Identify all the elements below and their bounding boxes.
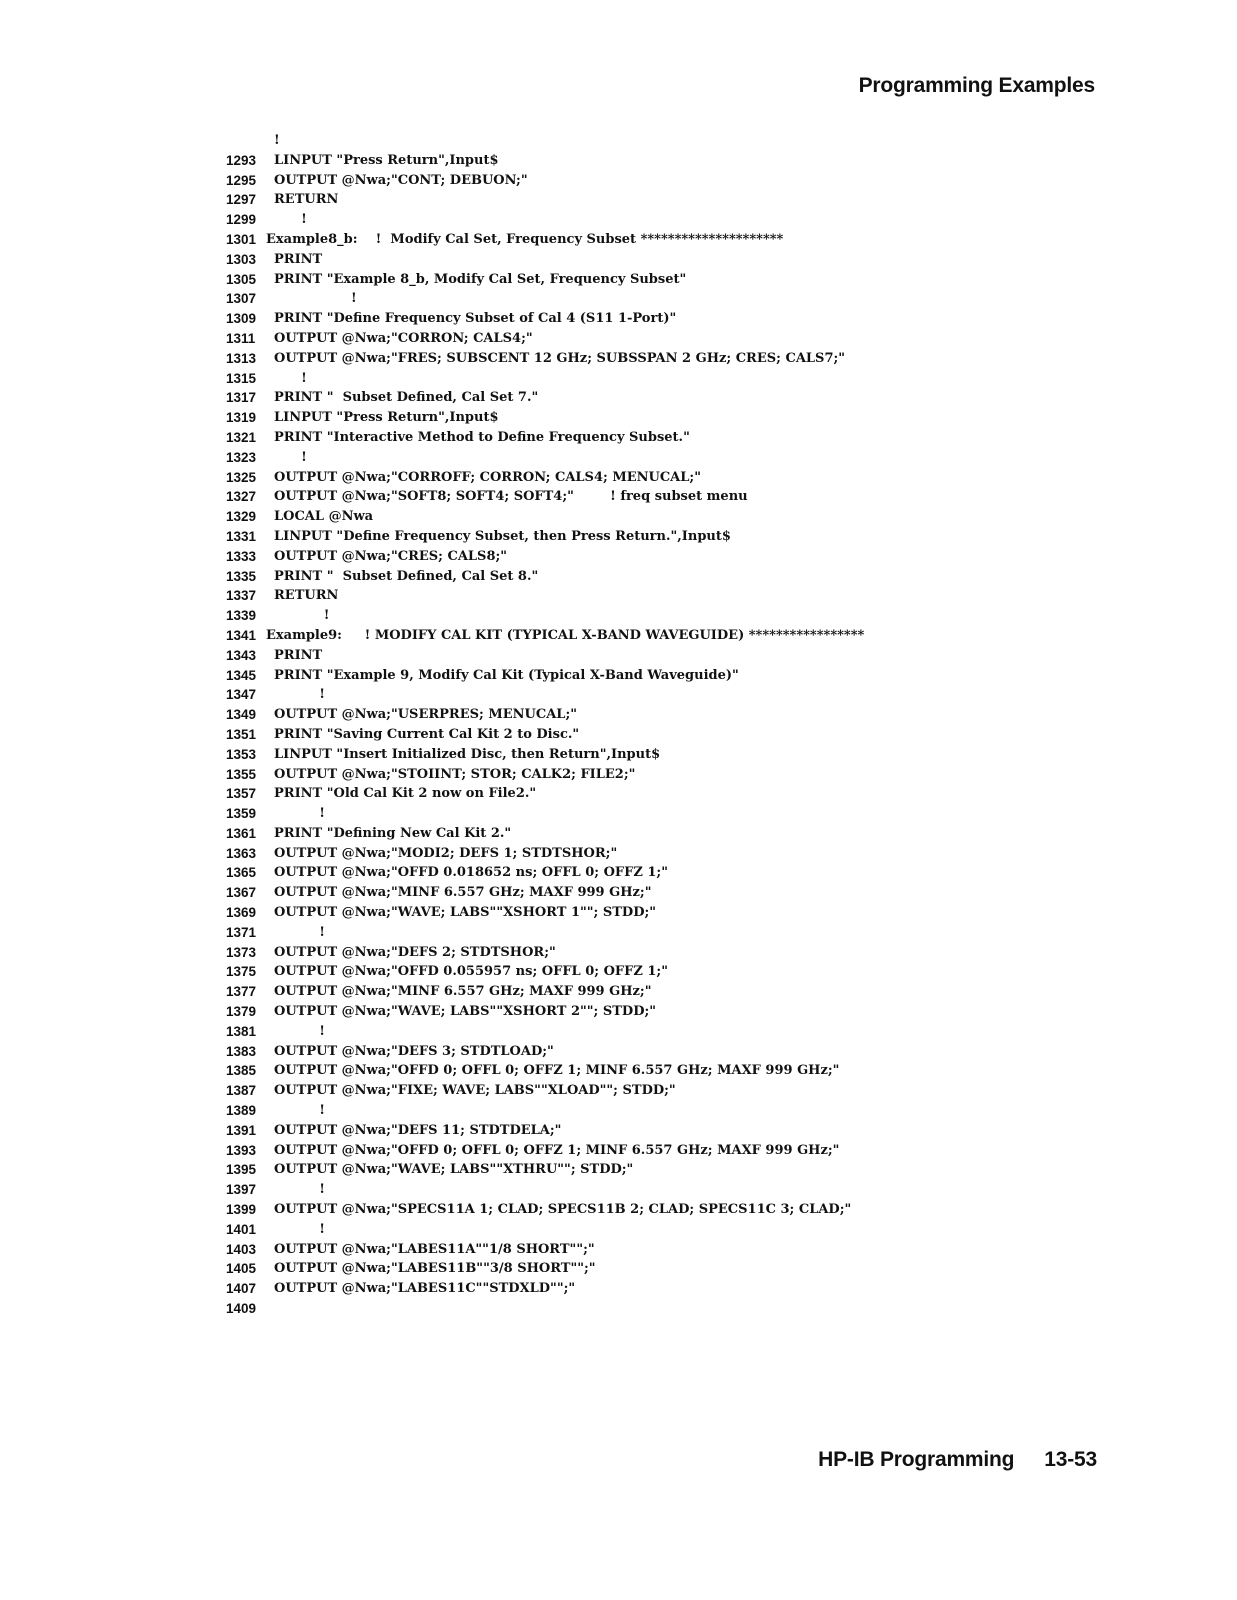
listing-line	[226, 507, 1106, 527]
listing-line	[226, 646, 1106, 666]
line-number: 1409	[226, 1301, 257, 1317]
listing-line	[226, 567, 1106, 587]
code-text: OUTPUT @Nwa;"MINF 6.557 GHz; MAXF 999 GHz;"	[274, 885, 652, 901]
listing-line	[226, 1141, 1106, 1161]
code-text: OUTPUT @Nwa;"DEFS 11; STDTDELA;"	[274, 1122, 562, 1138]
line-number: 1321	[226, 429, 257, 445]
listing-line	[226, 369, 1106, 389]
line-number: 1311	[226, 330, 256, 346]
code-text: !	[274, 608, 330, 624]
code-text: Example9: ! MODIFY CAL KIT (TYPICAL X-BAND WAVEGUIDE) *****************	[266, 627, 865, 643]
code-text: !	[274, 1182, 325, 1198]
code-text: !	[274, 212, 307, 228]
listing-line	[226, 1002, 1106, 1022]
code-text: OUTPUT @Nwa;"LABES11B""3/8 SHORT"";"	[274, 1261, 596, 1277]
listing-line	[226, 428, 1106, 448]
listing-line	[226, 765, 1106, 785]
code-text: !	[274, 1103, 325, 1119]
line-number: 1299	[226, 212, 257, 228]
listing-line	[226, 230, 1106, 250]
code-text: OUTPUT @Nwa;"LABES11A""1/8 SHORT"";"	[274, 1241, 595, 1257]
code-text: LINPUT "Press Return",Input$	[274, 152, 499, 168]
line-number: 1357	[226, 786, 257, 802]
line-number: 1351	[226, 726, 257, 742]
code-text: !	[274, 370, 307, 386]
page-header	[859, 74, 1095, 98]
line-number: 1317	[226, 390, 257, 406]
listing-line	[226, 408, 1106, 428]
code-text: OUTPUT @Nwa;"DEFS 2; STDTSHOR;"	[274, 944, 556, 960]
line-number: 1349	[226, 707, 257, 723]
line-number: 1339	[226, 608, 257, 624]
code-text: !	[274, 449, 307, 465]
line-number: 1381	[226, 1023, 257, 1039]
line-number: 1297	[226, 192, 257, 208]
listing-line	[226, 1180, 1106, 1200]
page-footer	[818, 1448, 1097, 1472]
line-number: 1403	[226, 1241, 257, 1257]
listing-line	[226, 863, 1106, 883]
line-number: 1395	[226, 1162, 257, 1178]
line-number: 1319	[226, 410, 257, 426]
code-text: LINPUT "Press Return",Input$	[274, 410, 499, 426]
line-number: 1363	[226, 845, 257, 861]
line-number: 1325	[226, 469, 257, 485]
code-text: PRINT "Saving Current Cal Kit 2 to Disc."	[274, 726, 580, 742]
line-number: 1309	[226, 311, 257, 327]
line-number: 1341	[226, 627, 257, 643]
listing-line	[226, 606, 1106, 626]
line-number: 1373	[226, 944, 257, 960]
line-number: 1305	[226, 271, 257, 287]
listing-line	[226, 329, 1106, 349]
line-number: 1375	[226, 964, 257, 980]
listing-line	[226, 349, 1106, 369]
code-text: !	[274, 687, 325, 703]
listing-line	[226, 725, 1106, 745]
line-number: 1301	[226, 231, 257, 247]
code-text: OUTPUT @Nwa;"FRES; SUBSCENT 12 GHz; SUBSSPAN 2 GHz; CRES; CALS7;"	[274, 350, 846, 366]
listing-line	[226, 1160, 1106, 1180]
code-text: OUTPUT @Nwa;"SPECS11A 1; CLAD; SPECS11B 2; CLAD; SPECS11C 3; CLAD;"	[274, 1202, 852, 1218]
line-number: 1293	[226, 152, 257, 168]
listing-line	[226, 705, 1106, 725]
listing-line	[226, 626, 1106, 646]
code-text: OUTPUT @Nwa;"STOIINT; STOR; CALK2; FILE2;"	[274, 766, 636, 782]
line-number: 1383	[226, 1043, 257, 1059]
line-number: 1313	[226, 350, 257, 366]
book-section-title: HP-IB Programming	[818, 1448, 1015, 1471]
code-text: OUTPUT @Nwa;"CONT; DEBUON;"	[274, 172, 528, 188]
line-number: 1365	[226, 865, 257, 881]
code-text: PRINT "Define Frequency Subset of Cal 4 (S11 1-Port)"	[274, 311, 677, 327]
listing-line	[226, 151, 1106, 171]
code-text: PRINT " Subset Defined, Cal Set 8."	[274, 568, 539, 584]
code-text: PRINT "Example 8_b, Modify Cal Set, Frequency Subset"	[274, 271, 687, 287]
line-number: 1377	[226, 984, 257, 1000]
line-number: 1303	[226, 251, 257, 267]
listing-line	[226, 1081, 1106, 1101]
code-text: !	[274, 291, 357, 307]
code-text: !	[274, 133, 280, 148]
line-number: 1407	[226, 1281, 257, 1297]
listing-line	[226, 131, 1106, 151]
listing-line	[226, 943, 1106, 963]
code-text: OUTPUT @Nwa;"FIXE; WAVE; LABS""XLOAD""; STDD;"	[274, 1083, 676, 1099]
listing-line	[226, 903, 1106, 923]
listing-line	[226, 171, 1106, 191]
line-number: 1295	[226, 172, 257, 188]
code-text: OUTPUT @Nwa;"OFFD 0; OFFL 0; OFFZ 1; MINF 6.557 GHz; MAXF 999 GHz;"	[274, 1142, 840, 1158]
listing-line	[226, 1101, 1106, 1121]
line-number: 1329	[226, 509, 257, 525]
code-text: OUTPUT @Nwa;"CRES; CALS8;"	[274, 548, 508, 564]
listing-line	[226, 1022, 1106, 1042]
line-number: 1393	[226, 1142, 257, 1158]
listing-line	[226, 309, 1106, 329]
code-text: OUTPUT @Nwa;"CORROFF; CORRON; CALS4; MENUCAL;"	[274, 469, 701, 485]
line-number: 1385	[226, 1063, 257, 1079]
code-text: OUTPUT @Nwa;"WAVE; LABS""XSHORT 2""; STDD;"	[274, 1004, 657, 1020]
code-text: OUTPUT @Nwa;"OFFD 0; OFFL 0; OFFZ 1; MINF 6.557 GHz; MAXF 999 GHz;"	[274, 1063, 840, 1079]
code-text: OUTPUT @Nwa;"OFFD 0.055957 ns; OFFL 0; OFFZ 1;"	[274, 964, 668, 980]
listing-line	[226, 1042, 1106, 1062]
code-text: OUTPUT @Nwa;"MINF 6.557 GHz; MAXF 999 GHz;"	[274, 984, 652, 1000]
code-text: Example8_b: ! Modify Cal Set, Frequency Subset *********************	[266, 231, 784, 247]
line-number: 1323	[226, 449, 257, 465]
code-text: LINPUT "Insert Initialized Disc, then Return",Input$	[274, 746, 661, 762]
listing-line	[226, 448, 1106, 468]
listing-line	[226, 1299, 1106, 1319]
code-text: PRINT " Subset Defined, Cal Set 7."	[274, 390, 539, 406]
listing-line	[226, 1220, 1106, 1240]
page-number: 13-53	[1044, 1448, 1097, 1471]
listing-line	[226, 844, 1106, 864]
line-number: 1387	[226, 1083, 257, 1099]
listing-line	[226, 804, 1106, 824]
line-number: 1389	[226, 1103, 257, 1119]
line-number: 1391	[226, 1122, 257, 1138]
line-number: 1371	[226, 924, 257, 940]
code-text: PRINT "Defining New Cal Kit 2."	[274, 825, 512, 841]
line-number: 1399	[226, 1202, 257, 1218]
listing-line	[226, 745, 1106, 765]
line-number: 1405	[226, 1261, 257, 1277]
code-text: RETURN	[274, 588, 339, 604]
line-number: 1337	[226, 588, 257, 604]
listing-line	[226, 962, 1106, 982]
listing-line	[226, 270, 1106, 290]
code-text: PRINT "Interactive Method to Define Frequency Subset."	[274, 429, 690, 445]
line-number: 1343	[226, 647, 257, 663]
line-number: 1401	[226, 1221, 257, 1237]
line-number: 1355	[226, 766, 257, 782]
code-text: RETURN	[274, 192, 339, 208]
line-number: 1327	[226, 489, 257, 505]
line-number: 1369	[226, 905, 257, 921]
code-text: PRINT	[274, 251, 323, 267]
listing-line	[226, 1240, 1106, 1260]
listing-line	[226, 923, 1106, 943]
code-text: OUTPUT @Nwa;"LABES11C""STDXLD"";"	[274, 1281, 576, 1297]
listing-line	[226, 468, 1106, 488]
listing-line	[226, 784, 1106, 804]
listing-line	[226, 487, 1106, 507]
code-text: PRINT "Old Cal Kit 2 now on File2."	[274, 786, 537, 802]
listing-line	[226, 982, 1106, 1002]
listing-line	[226, 1259, 1106, 1279]
listing-line	[226, 190, 1106, 210]
code-text: OUTPUT @Nwa;"DEFS 3; STDTLOAD;"	[274, 1043, 554, 1059]
code-text: LOCAL @Nwa	[274, 509, 374, 525]
line-number: 1347	[226, 687, 257, 703]
section-title: Programming Examples	[858, 74, 1095, 97]
line-number: 1379	[226, 1004, 257, 1020]
code-text: OUTPUT @Nwa;"USERPRES; MENUCAL;"	[274, 707, 578, 723]
line-number: 1315	[226, 370, 257, 386]
listing-line	[226, 289, 1106, 309]
listing-line	[226, 1121, 1106, 1141]
line-number: 1331	[226, 528, 257, 544]
code-text: PRINT "Example 9, Modify Cal Kit (Typical X-Band Waveguide)"	[274, 667, 739, 683]
listing-line	[226, 210, 1106, 230]
listing-line	[226, 1200, 1106, 1220]
code-text: !	[274, 806, 325, 822]
listing-line	[226, 586, 1106, 606]
line-number: 1397	[226, 1182, 257, 1198]
code-text: !	[274, 1023, 325, 1039]
code-text: OUTPUT @Nwa;"SOFT8; SOFT4; SOFT4;" ! freq subset menu	[274, 489, 748, 505]
line-number: 1353	[226, 746, 257, 762]
line-number: 1307	[226, 291, 257, 307]
program-listing	[226, 131, 1106, 1319]
listing-line	[226, 527, 1106, 547]
listing-line	[226, 1061, 1106, 1081]
listing-line	[226, 883, 1106, 903]
code-text: LINPUT "Define Frequency Subset, then Press Return.",Input$	[274, 528, 731, 544]
code-text: !	[274, 1221, 325, 1237]
line-number: 1367	[226, 885, 257, 901]
listing-line	[226, 685, 1106, 705]
code-text: OUTPUT @Nwa;"WAVE; LABS""XTHRU""; STDD;"	[274, 1162, 634, 1178]
listing-line	[226, 666, 1106, 686]
listing-line	[226, 547, 1106, 567]
code-text: !	[274, 924, 325, 940]
line-number: 1361	[226, 825, 257, 841]
code-text: PRINT	[274, 647, 323, 663]
code-text: OUTPUT @Nwa;"WAVE; LABS""XSHORT 1""; STDD;"	[274, 905, 657, 921]
line-number: 1333	[226, 548, 257, 564]
listing-line	[226, 1279, 1106, 1299]
code-text: OUTPUT @Nwa;"OFFD 0.018652 ns; OFFL 0; OFFZ 1;"	[274, 865, 668, 881]
line-number: 1345	[226, 667, 257, 683]
code-text: OUTPUT @Nwa;"MODI2; DEFS 1; STDTSHOR;"	[274, 845, 618, 861]
line-number: 1359	[226, 806, 257, 822]
code-text: OUTPUT @Nwa;"CORRON; CALS4;"	[274, 330, 533, 346]
line-number: 1335	[226, 568, 257, 584]
listing-line	[226, 824, 1106, 844]
listing-line	[226, 388, 1106, 408]
listing-line	[226, 250, 1106, 270]
